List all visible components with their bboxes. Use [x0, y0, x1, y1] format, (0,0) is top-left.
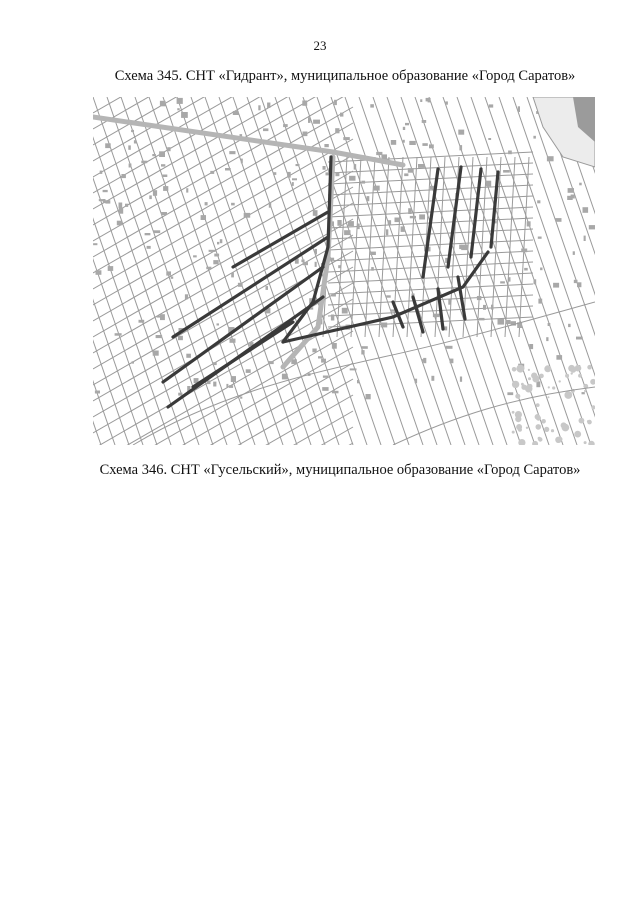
page-number: 23 [313, 38, 327, 53]
figure-caption-345: Схема 345. СНТ «Гидрант», муниципальное образование «Город Саратов» [114, 68, 576, 84]
cadastral-map-image [93, 97, 595, 445]
figure-caption-346: Схема 346. СНТ «Гусельский», муниципальное образование «Город Саратов» [99, 462, 581, 478]
